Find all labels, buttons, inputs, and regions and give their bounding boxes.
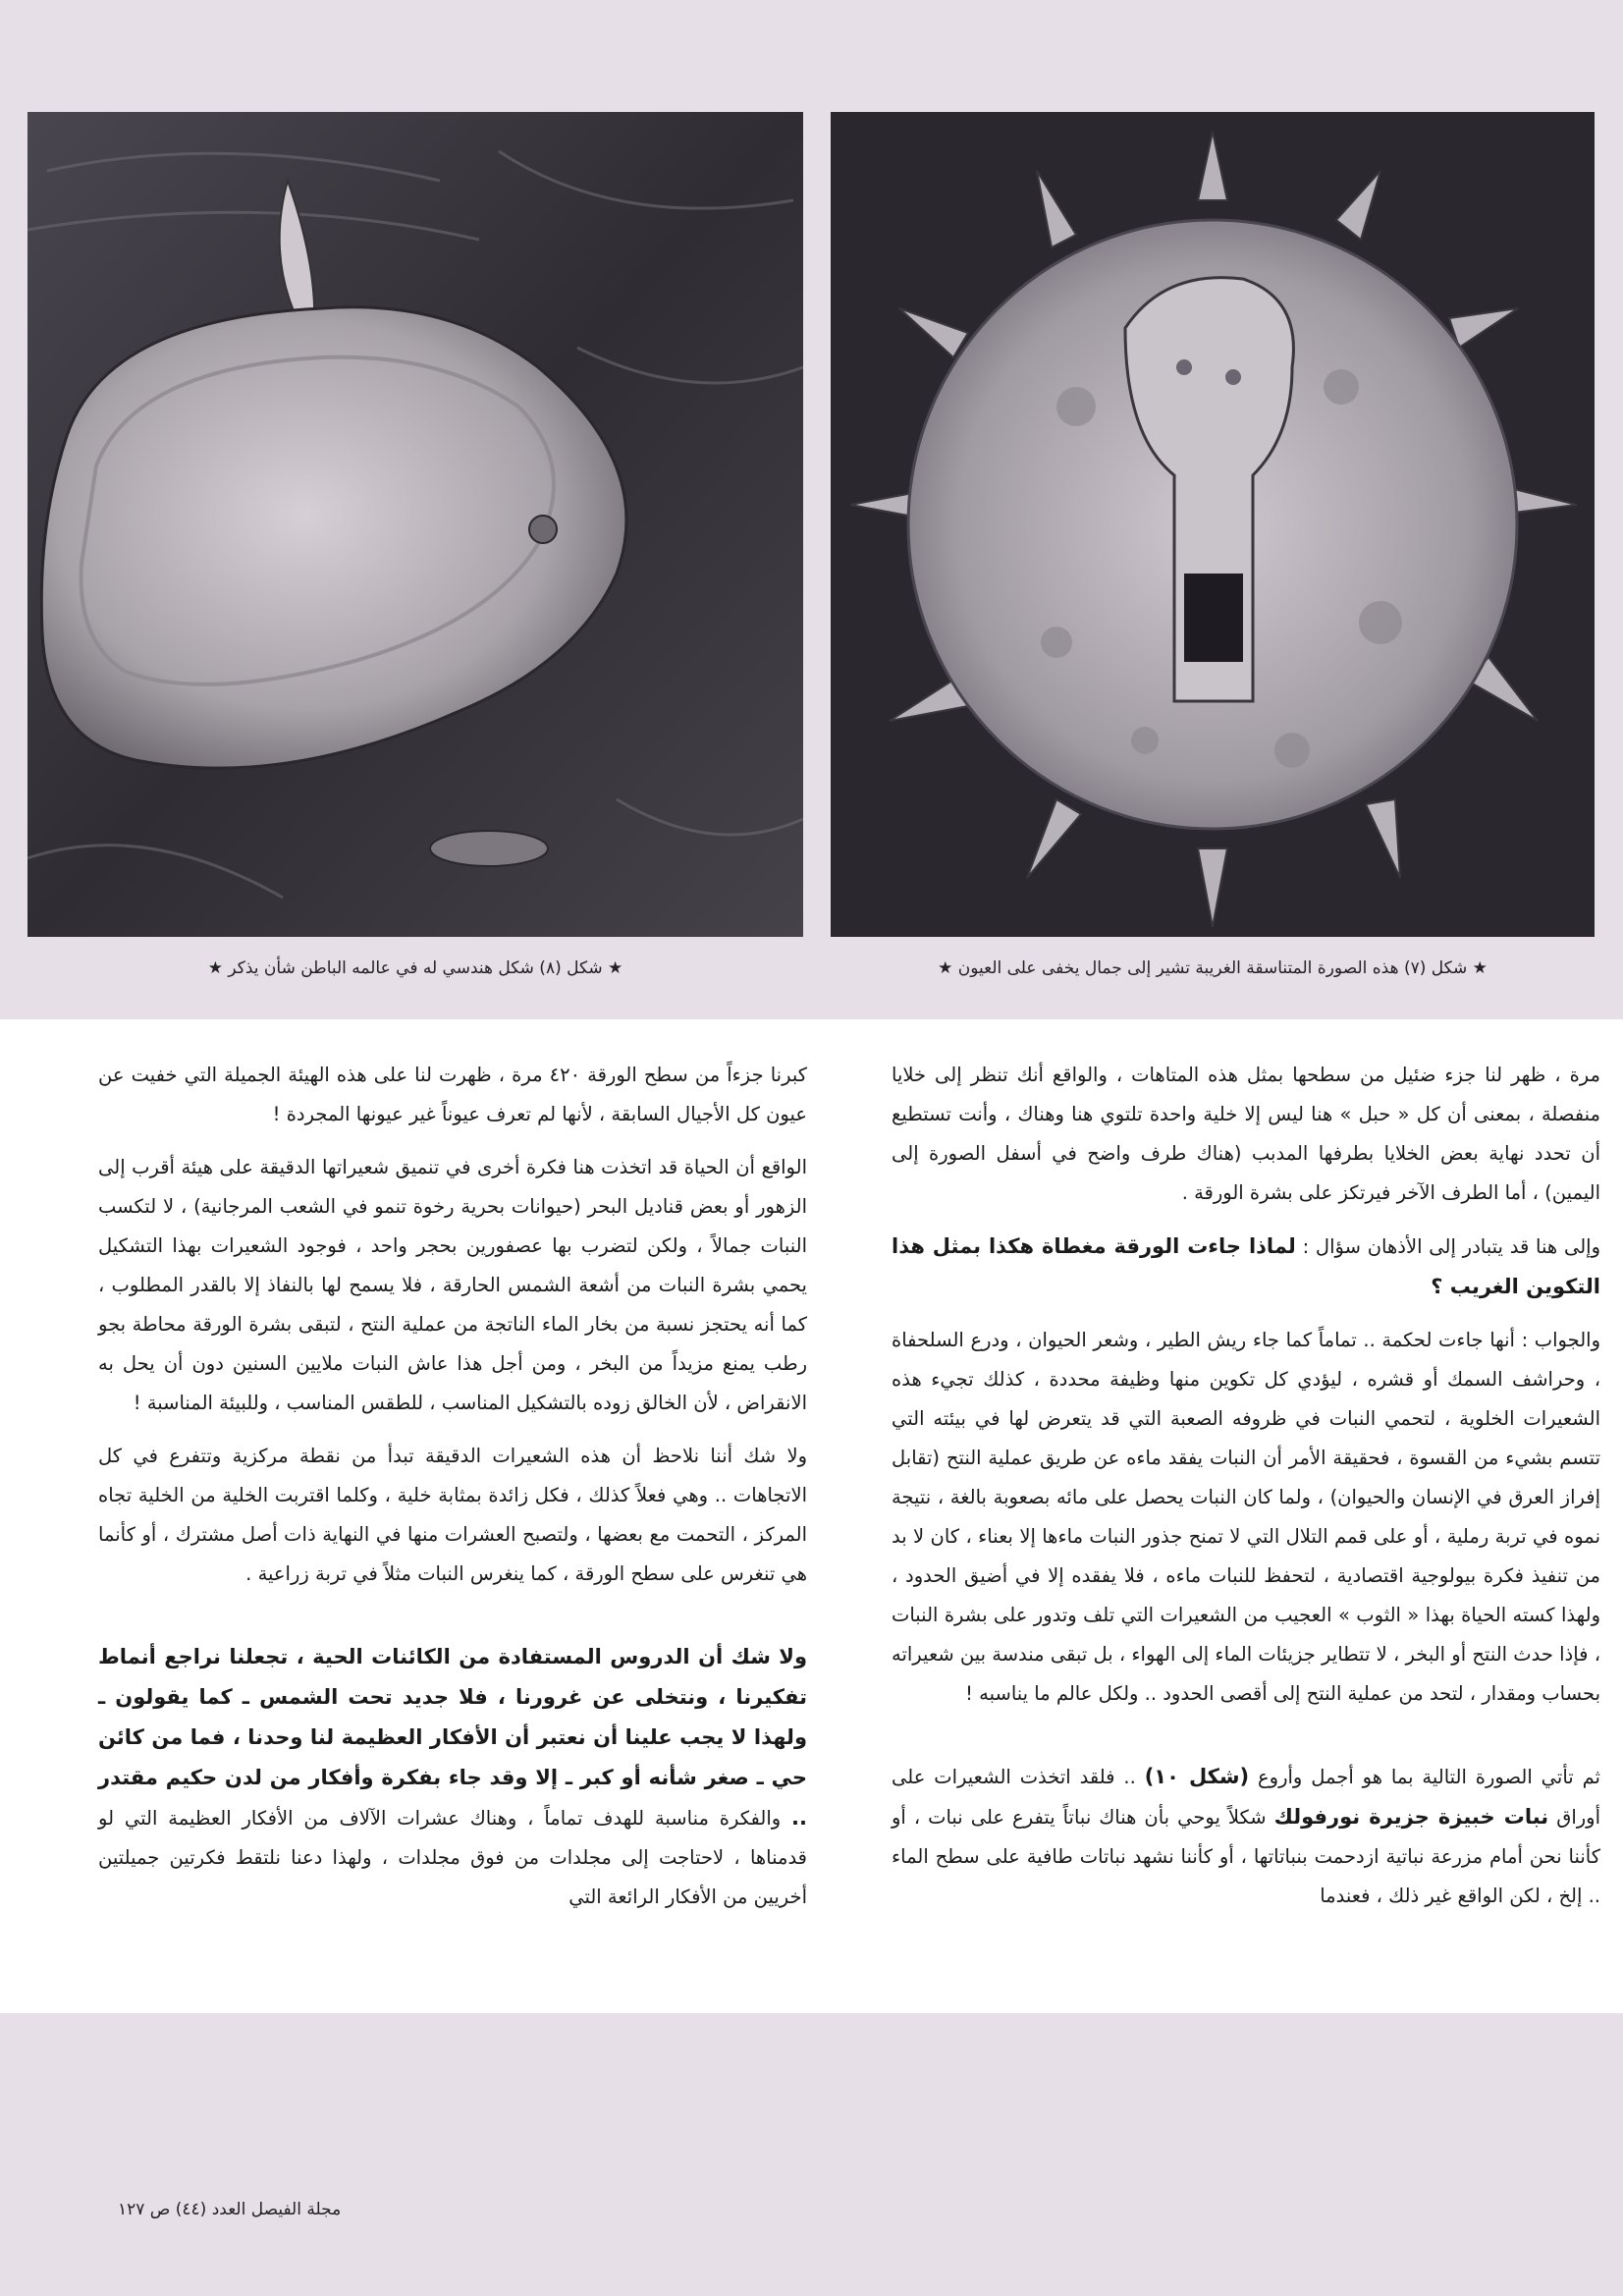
- emphasized-conclusion: ولا شك أن الدروس المستفادة من الكائنات الحية ، تجعلنا نراجع أنماط تفكيرنا ، ونتخلى عن غرورنا ، فلا جديد تحت الشمس ـ كما يقولون ـ ولهذا لا يجب علينا أن نعتبر أن الأفكار العظيمة لنا وحدنا ، فما من كائن حي ـ صغر شأنه أو كبر ـ إلا وقد جاء بفكرة وأفكار من لدن حكيم مقتدر ..: [98, 1645, 807, 1830]
- spacer: [892, 1727, 1600, 1757]
- question-intro: وإلى هنا قد يتبادر إلى الأذهان سؤال :: [1302, 1235, 1600, 1258]
- text-run: والفكرة مناسبة للهدف تماماً ، وهناك عشرات الآلاف من الأفكار العظيمة التي لو قدمناها ، لاحتاجت إلى مجلدات من فوق مجلدات ، ولهذا دعنا نلتقط فكرتين جميلتين أخريين من الأفكار الرائعة التي: [98, 1807, 807, 1908]
- text-run: ثم تأتي الصورة التالية بما هو أجمل وأروع: [1258, 1766, 1600, 1788]
- paragraph: [892, 1757, 1600, 1916]
- figure-8-caption: ★ شكل (٨) شكل هندسي له في عالمه الباطن شأن يذكر ★: [207, 958, 623, 978]
- page-footer: مجلة الفيصل العدد (٤٤) ص ١٢٧: [118, 2200, 342, 2219]
- figure-8-micrograph: [27, 112, 803, 937]
- bottom-background-band: [0, 2013, 1623, 2296]
- paragraph: [98, 1637, 807, 1917]
- figure-reference: (شكل ١٠): [1144, 1765, 1250, 1788]
- spacer: [98, 1608, 807, 1637]
- text-run: شكلاً يوحي بأن هناك نباتاً يتفرع على نبات ، أو كأننا نحن أمام مزرعة نباتية ازدحمت بنباتاتها ، أو كأننا نشهد نباتات طافية على سطح الماء .. إلخ ، لكن الواقع غير ذلك ، فعندما: [892, 1806, 1600, 1907]
- question-heading: لماذا جاءت الورقة مغطاة هكذا بمثل هذا التكوين الغريب ؟: [892, 1234, 1600, 1298]
- paragraph: الواقع أن الحياة قد اتخذت هنا فكرة أخرى في تنميق شعيراتها الدقيقة على هيئة أقرب إلى الزهور أو بعض قناديل البحر (حيوانات بحرية رخوة تنمو في الشعب المرجانية) ، لا لتكسب النبات جمالاً ، ولكن لتضرب بها عصفورين بحجر واحد ، فوجود الشعيرات بهذا التشكيل يحمي بشرة النبات من أشعة الشمس الحارقة ، فلا يسمح لها بالنفاذ إلا بالقدر المطلوب ، كما أنه يحتجز نسبة من بخار الماء الناتجة من عملية النتح ، لتبقى بشرة الورقة محاطة بجو رطب يمنع مزيداً من البخر ، ومن أجل هذا عاش النبات ملايين السنين دون أن يحل به الانقراض ، لأن الخالق زوده بالتشكيل المناسب ، للطقس المناسب ، وللبيئة المناسبة !: [98, 1156, 807, 1414]
- article-column-right: [892, 1056, 1600, 1930]
- figure-7-micrograph: [831, 112, 1595, 937]
- paragraph: مرة ، ظهر لنا جزء ضئيل من سطحها بمثل هذه المتاهات ، والواقع أنك تنظر إلى خلايا منفصلة ، بمعنى أن كل « حبل » هنا ليس إلا خلية واحدة تلتوي هنا وهناك ، وأنت تستطيع أن تحدد نهاية بعض الخلايا بطرفها المدبب (هناك طرف واضح في أسفل الصورة إلى اليمين) ، أما الطرف الآخر فيرتكز على بشرة الورقة .: [892, 1064, 1600, 1204]
- paragraph: [892, 1227, 1600, 1307]
- paragraph: ولا شك أننا نلاحظ أن هذه الشعيرات الدقيقة تبدأ من نقطة مركزية وتتفرع في كل الاتجاهات .. وهي فعلاً كذلك ، فكل زائدة بمثابة خلية ، وكلما اقتربت الخلية من الخلية تجاه المركز ، التحمت مع بعضها ، ولتصبح العشرات منها في النهاية ذات أصل مشترك ، أو كأنما هي تنغرس على سطح الورقة ، كما ينغرس النبات مثلاً في تربة زراعية .: [98, 1445, 807, 1585]
- article-column-left: [98, 1056, 807, 1931]
- paragraph: كبرنا جزءاً من سطح الورقة ٤٢٠ مرة ، ظهرت لنا على هذه الهيئة الجميلة التي خفيت عن عيون كل الأجيال السابقة ، لأنها لم تعرف عيوناً غير عيونها المجردة !: [98, 1064, 807, 1125]
- stomata-micrograph-icon: [27, 112, 803, 937]
- text-run: .. فلقد اتخذت الشعيرات على أوراق: [892, 1766, 1600, 1829]
- figure-7-caption: ★ شكل (٧) هذه الصورة المتناسقة الغريبة تشير إلى جمال يخفى على العيون ★: [938, 958, 1488, 978]
- paragraph: والجواب : أنها جاءت لحكمة .. تماماً كما جاء ريش الطير ، وشعر الحيوان ، ودرع السلحفاة ، وحراشف السمك أو قشره ، ليؤدي كل تكوين منها وظيفة محددة ، كذلك تجيء هذه الشعيرات الخلوية ، لتحمي النبات في ظروفه الصعبة التي قد يتعرض لها في بيئته التي تتسم بشيء من القسوة ، فحقيقة الأمر أن النبات يفقد ماءه عن طريق عملية النتح (تقابل إفراز العرق في الإنسان والحيوان) ، ولما كان النبات يحصل على مائه بصعوبة بالغة ، نتيجة نموه في تربة رملية ، أو على قمم التلال التي لا تمنح جذور النبات ماءها إلا بعناء ، كان لا بد من تنفيذ فكرة بيولوجية اقتصادية ، لتحفظ للنبات ماءه ، فلا يفقده إلا في أضيق الحدود ، ولهذا كسته الحياة بهذا « الثوب » العجيب من الشعيرات التي تلف وتدور على بشرة النبات ، فإذا حدث النتح أو البخر ، لا تتطاير جزيئات الماء إلى الهواء ، بل تبقى مندسة بين شعيراته بحساب ومقدار ، لتحد من عملية النتح إلى أقصى الحدود .. ولكل عالم ما يناسبه !: [892, 1329, 1600, 1705]
- pollen-grain-micrograph-icon: [831, 112, 1595, 937]
- plant-name: نبات خبيزة جزيرة نورفولك: [1273, 1805, 1549, 1829]
